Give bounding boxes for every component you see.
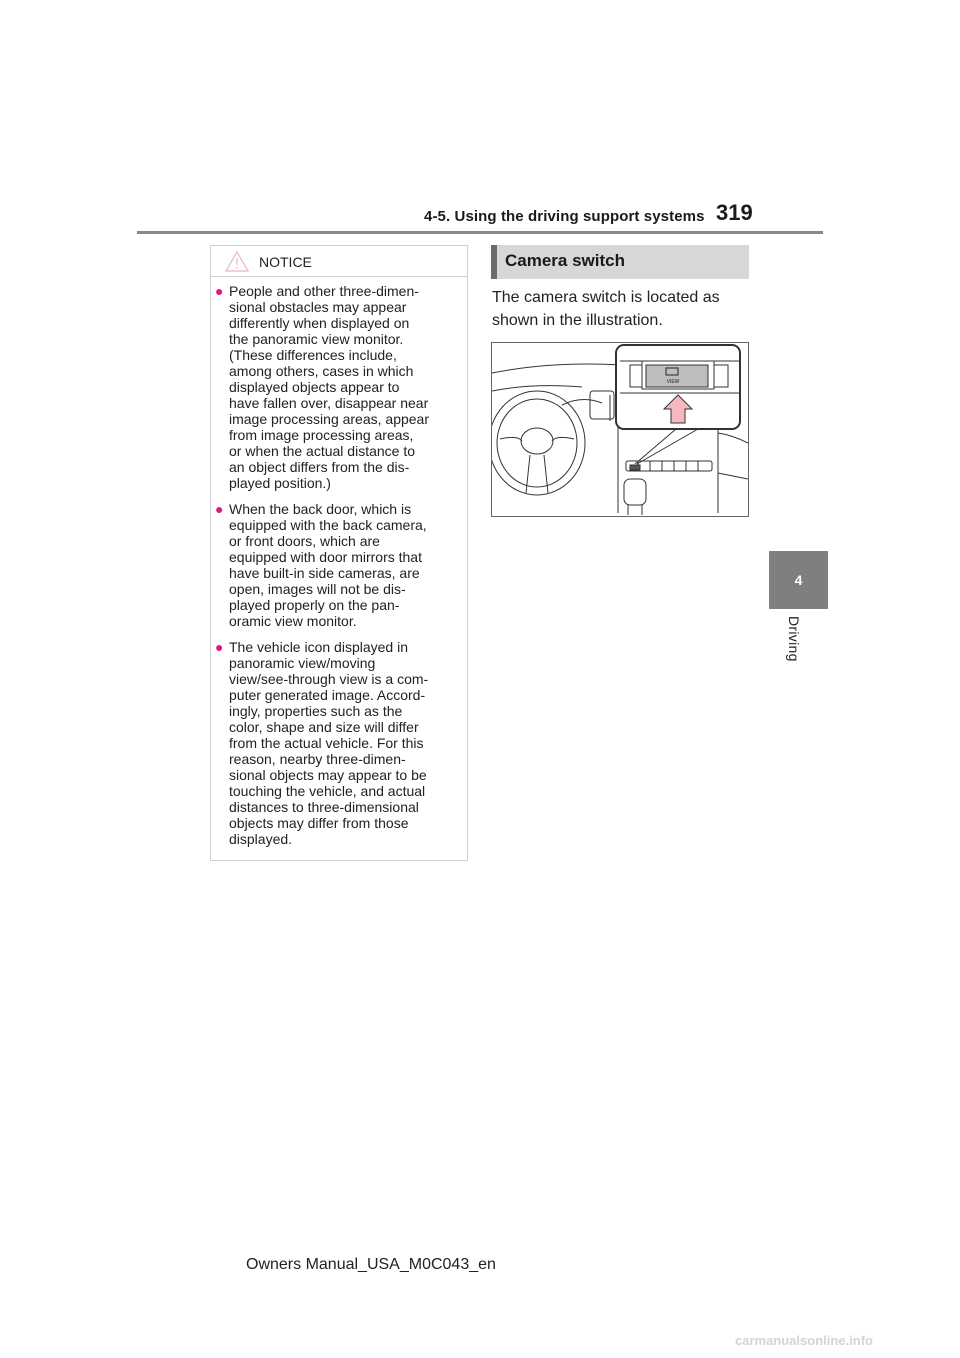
footer-text: Owners Manual_USA_M0C043_en (246, 1256, 496, 1273)
body-paragraph: The camera switch is located as shown in the illustration. (492, 289, 720, 329)
notice-box (210, 245, 468, 861)
page-number: 319 (716, 200, 753, 225)
dashboard-illustration (491, 342, 749, 517)
notice-item-text: When the back door, which is equipped with the back camera, or front doors, which are equipped with door mirrors that have built-in side cameras, are open, images will not be dis- played properly on the pan- oramic view monitor. (229, 501, 427, 629)
section-heading-text: Camera switch (505, 251, 625, 270)
notice-title: NOTICE (259, 254, 312, 270)
section-title: 4-5. Using the driving support systems (424, 208, 705, 225)
header-rule (137, 231, 823, 234)
chapter-label: Driving (786, 616, 802, 662)
notice-item (211, 501, 467, 629)
watermark: carmanualsonline.info (735, 1333, 873, 1348)
chapter-tab[interactable] (769, 551, 828, 609)
notice-item-text: People and other three-dimen- sional obstacles may appear differently when displayed on the panoramic view monitor. (These differences include, among others, cases in which displayed objects appear to have fallen over, disappear near image processing areas, appear from image processing areas, or when the actual distance to an object differs from the dis- played position.) (229, 283, 430, 491)
bullet-icon: ● (215, 501, 224, 517)
notice-item-text: The vehicle icon displayed in panoramic view/moving view/see-through view is a com- puter generated image. Accord- ingly, properties such as the color, shape and size will differ from the actual vehicle. For this reason, nearby three-dimen- sional objects may appear to be touching the vehicle, and actual distances to three-dimensional objects may differ from those displayed. (229, 639, 429, 847)
view-button-label: VIEW (666, 379, 680, 385)
notice-item (211, 283, 467, 491)
bullet-icon: ● (215, 283, 224, 299)
chapter-number: 4 (794, 572, 803, 588)
warning-triangle-icon (225, 251, 249, 272)
notice-list (211, 277, 467, 847)
notice-header (211, 246, 467, 277)
bullet-icon: ● (215, 639, 224, 655)
notice-item (211, 639, 467, 847)
dashboard-drawing (492, 343, 748, 516)
section-heading (491, 245, 749, 279)
